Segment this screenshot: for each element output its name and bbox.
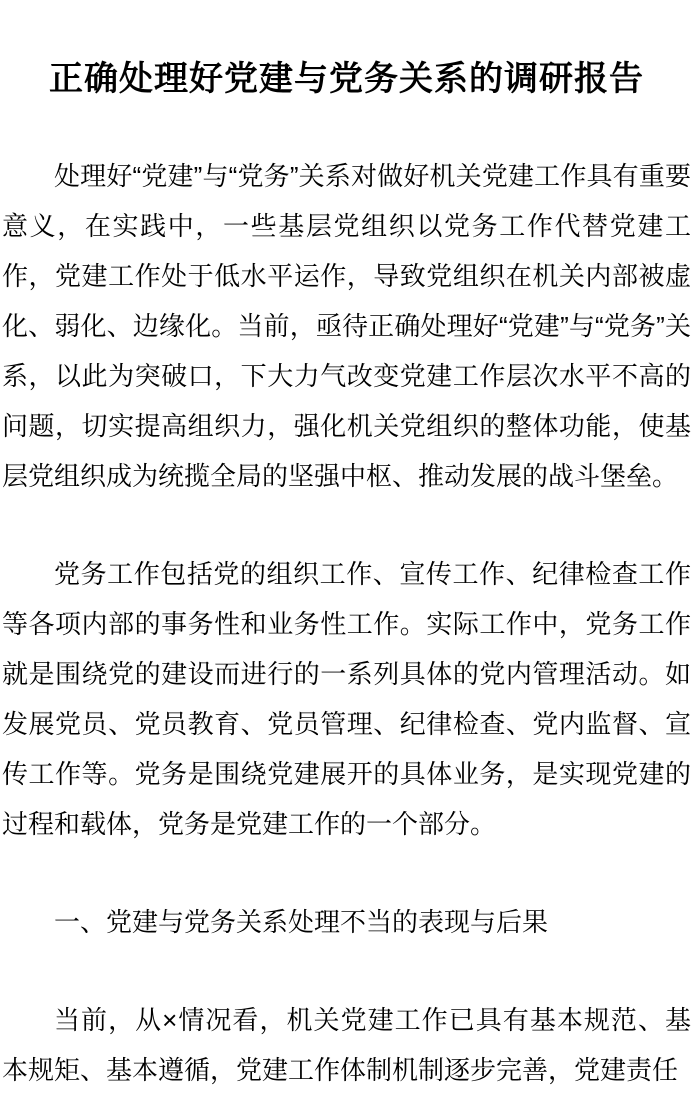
section-heading-1: 一、党建与党务关系处理不当的表现与后果 bbox=[54, 907, 549, 937]
document-title: 正确处理好党建与党务关系的调研报告 bbox=[49, 60, 644, 98]
paragraph-dangwu-definition: 党务工作包括党的组织工作、宣传工作、纪律检查工作等各项内部的事务性和业务性工作。实际工作中，党务工作就是围绕党的建设而进行的一系列具体的党内管理活动。如发展党员、党员教育、党员管理、纪律检查、党内监督、宣传工作等。党务是围绕党建展开的具体业务，是实现党建的过程和载体，党务是党建工作的一个部分。 bbox=[2, 559, 691, 839]
paragraph-intro: 处理好“党建”与“党务”关系对做好机关党建工作具有重要意义，在实践中，一些基层党组织以党务工作代替党建工作，党建工作处于低水平运作，导致党组织在机关内部被虚化、弱化、边缘化。当前，亟待正确处理好“党建”与“党务”关系，以此为突破口，下大力气改变党建工作层次水平不高的问题，切实提高组织力，强化机关党组织的整体功能，使基层党组织成为统揽全局的坚强中枢、推动发展的战斗堡垒。 bbox=[2, 161, 691, 491]
paragraph-current-status: 当前，从×情况看，机关党建工作已具有基本规范、基本规矩、基本遵循，党建工作体制机制逐步完善，党建责任 bbox=[2, 1005, 691, 1085]
